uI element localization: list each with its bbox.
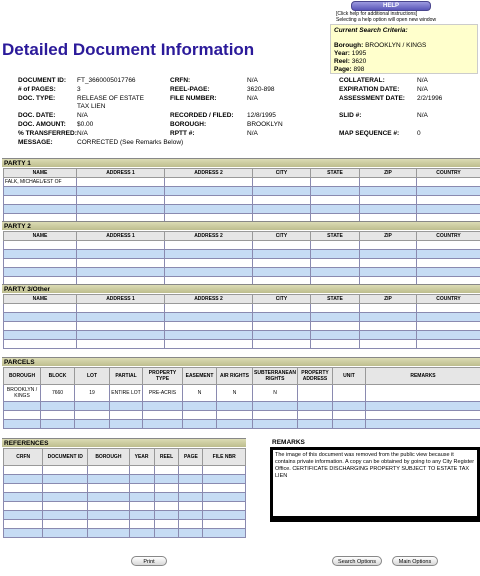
table-row — [4, 205, 480, 214]
table-row — [4, 187, 480, 196]
column-header: ADDRESS 2 — [165, 232, 253, 241]
column-header: PAGE — [179, 449, 203, 466]
column-header: ADDRESS 1 — [77, 232, 165, 241]
column-header: AIR RIGHTS — [217, 368, 253, 385]
table-row — [4, 511, 246, 520]
column-header: COUNTRY — [417, 169, 480, 178]
party2-section-header: PARTY 2 — [2, 221, 480, 230]
recorded-value: 12/8/1995 — [247, 112, 276, 119]
column-header: REEL — [154, 449, 179, 466]
collateral-label: COLLATERAL: — [339, 77, 385, 84]
table-row — [4, 250, 480, 259]
party3-section-header: PARTY 3/Other — [2, 284, 480, 293]
parcels-section-header: PARCELS — [2, 357, 480, 366]
slid-label: SLID #: — [339, 112, 362, 119]
table-row — [4, 313, 480, 322]
page-title: Detailed Document Information — [2, 40, 255, 59]
references-table — [3, 448, 246, 538]
column-header: CITY — [253, 295, 311, 304]
crfn-value: N/A — [247, 77, 258, 84]
table-row — [4, 196, 480, 205]
expiration-label: EXPIRATION DATE: — [339, 86, 400, 93]
doc-date-value: N/A — [77, 112, 88, 119]
column-header: STATE — [311, 169, 360, 178]
table-row — [4, 411, 480, 420]
column-header: NAME — [4, 169, 77, 178]
column-header: CITY — [253, 169, 311, 178]
column-header: REMARKS — [366, 368, 480, 385]
column-header: ZIP — [360, 169, 417, 178]
column-header: SUBTERRANEAN RIGHTS — [253, 368, 298, 385]
transferred-label: % TRANSFERRED: — [18, 130, 77, 137]
remarks-text: The image of this document was removed from the public view because it contains private information. A copy can be obtained by going to any City Register Office. CERTIFICATE DISCHARGING PROPERTY SUBJECT TO ESTATE TAX LIEN — [273, 450, 477, 516]
table-row — [4, 241, 480, 250]
column-header: ADDRESS 1 — [77, 169, 165, 178]
column-header: PARTIAL — [110, 368, 143, 385]
map-sequence-value: 0 — [417, 130, 421, 137]
column-header: ADDRESS 1 — [77, 295, 165, 304]
borough-label: BOROUGH: — [170, 121, 207, 128]
search-options-button[interactable]: Search Options — [332, 556, 382, 566]
file-number-value: N/A — [247, 95, 258, 102]
column-header: YEAR — [129, 449, 154, 466]
table-row — [4, 502, 246, 511]
party3-table — [3, 294, 480, 349]
column-header: ADDRESS 2 — [165, 295, 253, 304]
table-cell — [253, 178, 311, 187]
party1-table — [3, 168, 480, 223]
message-label: MESSAGE: — [18, 139, 53, 146]
column-header: BOROUGH — [4, 368, 41, 385]
borough-value: BROOKLYN — [247, 121, 283, 128]
column-header: BOROUGH — [88, 449, 130, 466]
doc-amount-label: DOC. AMOUNT: — [18, 121, 66, 128]
parcel-property-type: PRE-ACRIS — [143, 385, 183, 402]
file-number-label: FILE NUMBER: — [170, 95, 217, 102]
document-id-label: DOCUMENT ID: — [18, 77, 67, 84]
table-row — [4, 331, 480, 340]
table-row — [4, 475, 246, 484]
column-header: DOCUMENT ID — [43, 449, 88, 466]
table-row — [4, 178, 480, 187]
criteria-borough: BROOKLYN / KINGS — [365, 42, 427, 49]
column-header: STATE — [311, 295, 360, 304]
table-row — [4, 420, 480, 429]
expiration-value: N/A — [417, 86, 428, 93]
references-section-header: REFERENCES — [2, 438, 246, 447]
table-cell — [311, 178, 360, 187]
rptt-label: RPTT #: — [170, 130, 195, 137]
doc-amount-value: $0.00 — [77, 121, 94, 128]
column-header: PROPERTY ADDRESS — [298, 368, 333, 385]
slid-value: N/A — [417, 112, 428, 119]
parcel-lot: 19 — [75, 385, 110, 402]
column-header: CRFN — [4, 449, 43, 466]
remarks-header: REMARKS — [270, 438, 480, 448]
parcel-easement: N — [183, 385, 217, 402]
criteria-year: 1995 — [351, 50, 367, 57]
pages-value: 3 — [77, 86, 81, 93]
table-row — [4, 493, 246, 502]
table-cell — [165, 178, 253, 187]
parcel-air-rights: N — [217, 385, 253, 402]
criteria-reel: 3620 — [351, 58, 367, 65]
column-header: PROPERTY TYPE — [143, 368, 183, 385]
reel-page-label: REEL-PAGE: — [170, 86, 210, 93]
doc-date-label: DOC. DATE: — [18, 112, 56, 119]
parcel-partial: ENTIRE LOT — [110, 385, 143, 402]
assessment-label: ASSESSMENT DATE: — [339, 95, 405, 102]
main-options-button[interactable]: Main Options — [392, 556, 438, 566]
help-instructions: [Click help for additional instructions] — [336, 11, 418, 17]
table-row — [4, 520, 246, 529]
document-info — [0, 74, 480, 152]
table-cell — [417, 178, 480, 187]
table-row — [4, 466, 246, 475]
parcel-property-address — [298, 385, 333, 402]
parcel-unit — [333, 385, 366, 402]
table-row — [4, 304, 480, 313]
table-cell — [77, 178, 165, 187]
assessment-value: 2/2/1996 — [417, 95, 443, 102]
collateral-value: N/A — [417, 77, 428, 84]
doc-type-label: DOC. TYPE: — [18, 95, 56, 102]
criteria-page: 898 — [353, 66, 365, 73]
column-header: LOT — [75, 368, 110, 385]
table-row — [4, 259, 480, 268]
help-window-note: Selecting a help option will open new window — [336, 17, 437, 23]
party2-table — [3, 231, 480, 286]
column-header: COUNTRY — [417, 232, 480, 241]
table-row — [4, 322, 480, 331]
column-header: EASEMENT — [183, 368, 217, 385]
reel-page-value: 3620-898 — [247, 86, 275, 93]
table-row — [4, 484, 246, 493]
parcels-table — [3, 367, 480, 429]
criteria-title: Current Search Criteria: — [334, 27, 408, 34]
table-row — [4, 529, 246, 538]
party1-section-header: PARTY 1 — [2, 158, 480, 167]
recorded-label: RECORDED / FILED: — [170, 112, 234, 119]
rptt-value: N/A — [247, 130, 258, 137]
parcel-block: 7660 — [41, 385, 75, 402]
message-value: CORRECTED (See Remarks Below) — [77, 139, 184, 146]
parcel-subterranean-rights: N — [253, 385, 298, 402]
pages-label: # of PAGES: — [18, 86, 56, 93]
column-header: ZIP — [360, 232, 417, 241]
criteria-page-label: Page: — [334, 66, 352, 73]
column-header: FILE NBR — [203, 449, 246, 466]
current-search-criteria — [330, 24, 478, 74]
column-header: CITY — [253, 232, 311, 241]
map-sequence-label: MAP SEQUENCE #: — [339, 130, 400, 137]
party1-name: FALK, MICHAEL/EST OF — [4, 178, 77, 187]
table-row — [4, 385, 480, 402]
criteria-year-label: Year: — [334, 50, 350, 57]
column-header: UNIT — [333, 368, 366, 385]
transferred-value: N/A — [77, 130, 88, 137]
criteria-borough-label: Borough: — [334, 42, 364, 49]
column-header: STATE — [311, 232, 360, 241]
doc-type-value: RELEASE OF ESTATE TAX LIEN — [77, 95, 144, 110]
column-header: NAME — [4, 295, 77, 304]
column-header: BLOCK — [41, 368, 75, 385]
column-header: NAME — [4, 232, 77, 241]
table-cell — [360, 178, 417, 187]
table-row — [4, 268, 480, 277]
print-button[interactable]: Print — [131, 556, 167, 566]
parcel-remarks — [366, 385, 480, 402]
criteria-reel-label: Reel: — [334, 58, 350, 65]
column-header: ZIP — [360, 295, 417, 304]
document-id-value: FT_3660005017766 — [77, 77, 136, 84]
parcel-borough: BROOKLYN / KINGS — [4, 385, 41, 402]
column-header: ADDRESS 2 — [165, 169, 253, 178]
help-button[interactable]: HELP — [351, 1, 431, 11]
table-row — [4, 402, 480, 411]
crfn-label: CRFN: — [170, 77, 191, 84]
column-header: COUNTRY — [417, 295, 480, 304]
table-row — [4, 340, 480, 349]
